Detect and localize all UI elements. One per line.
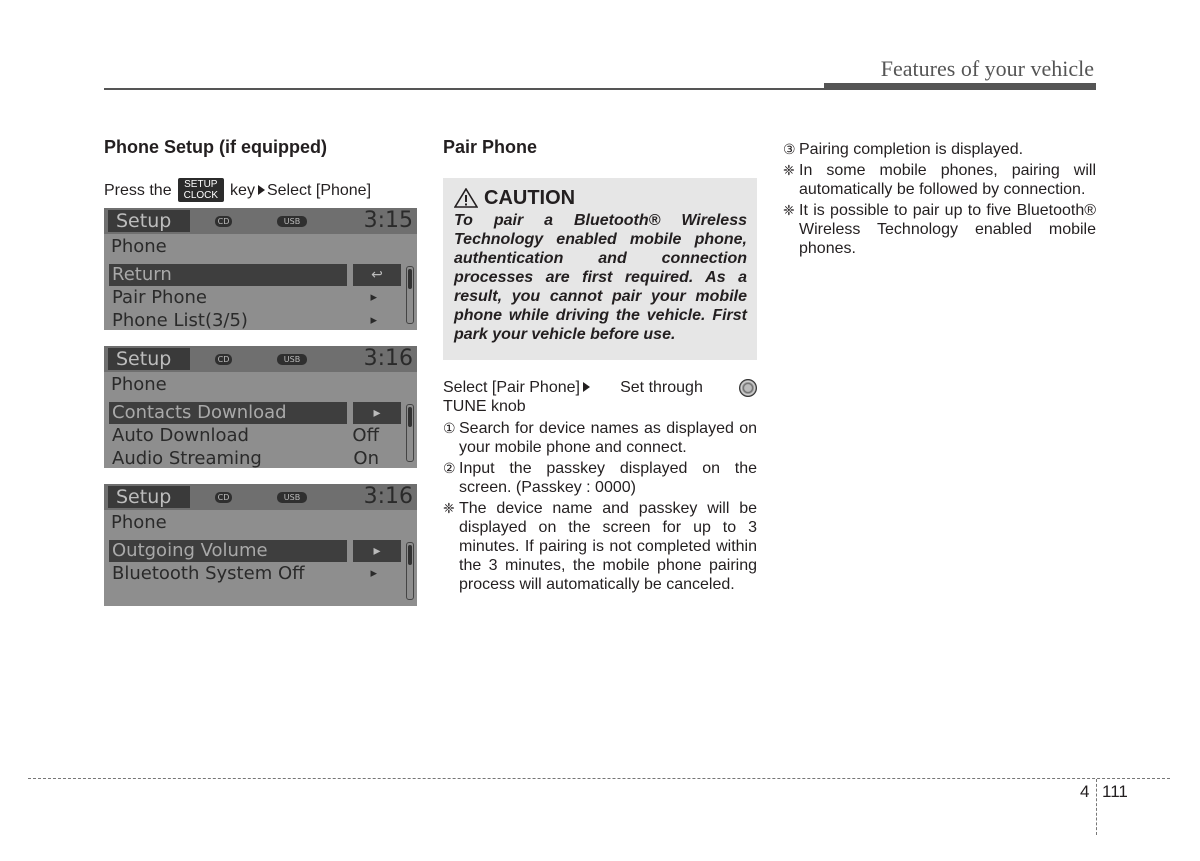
scroll-thumb: [408, 407, 412, 427]
lcd-screen: [104, 208, 417, 330]
step-marker: ③: [783, 141, 796, 157]
right-column: [783, 140, 1096, 260]
screen-menu-item: [109, 402, 403, 424]
instruction-text: TUNE knob: [443, 398, 526, 415]
step-item: [783, 140, 1096, 159]
menu-item-label: Contacts Download: [109, 402, 347, 424]
screen-mode-label: Setup: [108, 210, 190, 232]
instruction-line: [443, 378, 757, 397]
instruction-text: key: [230, 181, 255, 199]
caution-box: [443, 178, 757, 360]
instruction-line: [104, 178, 417, 202]
step-text: Input the passkey displayed on the screen. (Passkey : 0000): [459, 460, 757, 496]
cd-badge-icon: CD: [215, 492, 232, 503]
screen-scrollbar: [406, 266, 414, 324]
header-rule-accent: [824, 83, 1096, 90]
menu-item-label: Auto Download: [112, 425, 249, 446]
lcd-screen: [104, 346, 417, 468]
instruction-text: Set through: [620, 379, 703, 396]
menu-item-label: Phone List(3/5): [112, 310, 248, 331]
scroll-thumb: [408, 269, 412, 289]
cd-badge-icon: CD: [215, 216, 232, 227]
screen-clock: 3:16: [363, 484, 413, 509]
instruction-text: [443, 378, 592, 397]
screen-menu-title: Phone: [111, 374, 167, 395]
screen-menu-item: [109, 540, 403, 562]
instruction-text: Press the: [104, 181, 172, 199]
menu-item-arrow-icon: ▸: [370, 290, 377, 305]
step-marker: ❈: [783, 202, 795, 218]
instruction-text: Select [Phone]: [266, 181, 372, 199]
menu-item-value: Off: [352, 425, 379, 446]
step-text: It is possible to pair up to five Bluetooth® Wireless Technology enabled mobile phones.: [799, 202, 1096, 257]
screen-menu-item: [109, 448, 403, 470]
running-header: Features of your vehicle: [880, 56, 1094, 81]
step-text: The device name and passkey will be displayed on the screen for up to 3 minutes. If pairing is not completed within the 3 minutes, the mobile phone pairing process will automatically be canceled.: [459, 500, 757, 593]
menu-item-label: Return: [109, 264, 347, 286]
menu-item-value: On: [353, 448, 379, 469]
screen-list: [104, 208, 417, 606]
screen-scrollbar: [406, 404, 414, 462]
step-text: In some mobile phones, pairing will automatically be followed by connection.: [799, 162, 1096, 198]
key-label-clock: CLOCK: [183, 190, 219, 201]
usb-badge-icon: USB: [277, 492, 307, 503]
caution-header: [454, 188, 747, 208]
step-marker: ①: [443, 420, 456, 436]
step-item: [783, 201, 1096, 258]
menu-item-arrow-icon: ▸: [370, 313, 377, 328]
chapter-number: 4: [1080, 782, 1090, 801]
arrow-right-icon: [258, 185, 265, 195]
key-label-setup: SETUP: [184, 179, 218, 190]
screen-menu-item: [109, 310, 403, 332]
step-item: [443, 499, 757, 594]
step-marker: ②: [443, 460, 456, 476]
step-item: [783, 161, 1096, 199]
setup-clock-key-icon: [178, 178, 224, 202]
step-marker: ❈: [783, 162, 795, 178]
warning-icon: [454, 188, 478, 208]
section-heading: Phone Setup (if equipped): [104, 137, 327, 157]
step-text: Search for device names as displayed on your mobile phone and connect.: [459, 420, 757, 456]
step-text: Pairing completion is displayed.: [799, 141, 1024, 158]
menu-item-arrow-icon: ↩: [353, 264, 401, 286]
menu-item-label: Pair Phone: [112, 287, 207, 308]
screen-menu-title: Phone: [111, 512, 167, 533]
screen-menu-item: [109, 563, 403, 585]
scroll-thumb: [408, 545, 412, 565]
screen-clock: 3:16: [363, 346, 413, 371]
usb-badge-icon: USB: [277, 354, 307, 365]
caution-title: CAUTION: [484, 186, 576, 209]
screen-menu-item: [109, 287, 403, 309]
menu-item-label: Audio Streaming: [112, 448, 262, 469]
menu-item-arrow-icon: ▸: [370, 566, 377, 581]
step-item: [443, 459, 757, 497]
step-list: [443, 419, 757, 594]
section-heading: Pair Phone: [443, 137, 538, 157]
screen-menu-item: [109, 264, 403, 286]
lcd-screen: [104, 484, 417, 606]
cd-badge-icon: CD: [215, 354, 232, 365]
page-number: 111: [1102, 782, 1128, 801]
left-column: [104, 138, 417, 622]
screen-menu-item: [109, 425, 403, 447]
arrow-right-icon: [583, 382, 590, 392]
screen-menu-title: Phone: [111, 236, 167, 257]
menu-item-arrow-icon: ▸: [353, 402, 401, 424]
screen-mode-label: Setup: [108, 486, 190, 508]
header-rule: [104, 88, 824, 90]
usb-badge-icon: USB: [277, 216, 307, 227]
tune-knob-icon: [739, 379, 757, 397]
footer-divider: [1096, 779, 1097, 835]
screen-clock: 3:15: [363, 208, 413, 233]
instruction-text: Select [Pair Phone]: [443, 379, 580, 396]
step-list: [783, 140, 1096, 258]
middle-column: [443, 138, 757, 596]
screen-scrollbar: [406, 542, 414, 600]
step-marker: ❈: [443, 500, 455, 516]
menu-item-label: Bluetooth System Off: [112, 563, 305, 584]
caution-text: To pair a Bluetooth® Wireless Technology enabled mobile phone, authentication and connection processes are first required. As a result, you cannot pair your mobile phone while driving the vehicle. First park your vehicle before use.: [454, 212, 747, 343]
menu-item-label: Outgoing Volume: [109, 540, 347, 562]
step-item: [443, 419, 757, 457]
screen-mode-label: Setup: [108, 348, 190, 370]
menu-item-arrow-icon: ▸: [353, 540, 401, 562]
footer-rule: [28, 778, 1170, 779]
